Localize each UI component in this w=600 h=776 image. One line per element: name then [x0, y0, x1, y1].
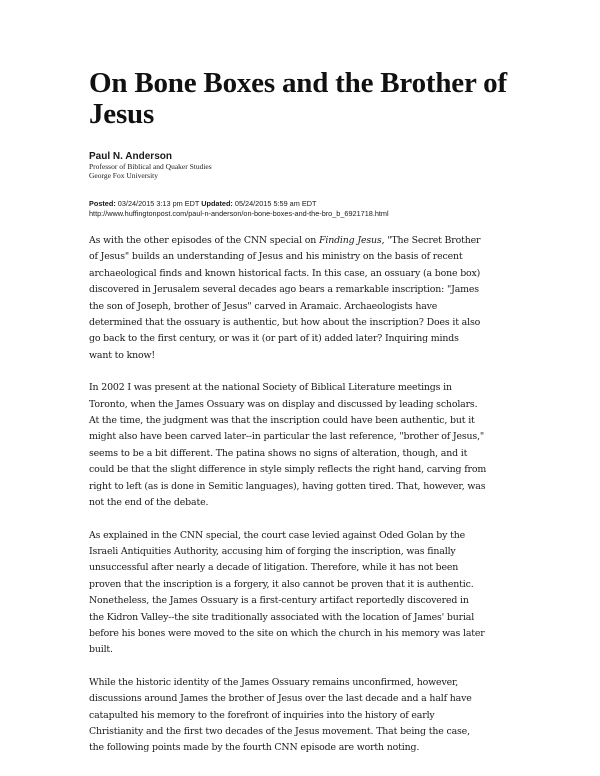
- source-url[interactable]: [89, 209, 529, 219]
- paragraph-line: determined that the ossuary is authentic, but how about the inscription? Does it also: [89, 317, 481, 329]
- text-run: As with the other episodes of the CNN special on: [89, 235, 319, 246]
- paragraph-line: Israeli Antiquities Authority, accusing him of forging the inscription, was finally: [89, 545, 456, 557]
- paragraph-line: Toronto, when the James Ossuary was on display and discussed by leading scholars.: [89, 398, 478, 410]
- author-name: Paul N. Anderson: [89, 151, 172, 162]
- paragraph-2: [89, 380, 529, 511]
- paragraph-line: discovered in Jerusalem several decades ago bears a remarkable inscription: "James: [89, 284, 479, 296]
- posted-label: Posted:: [89, 199, 116, 208]
- article-page: [89, 68, 529, 773]
- author-affiliation-title: Professor of Biblical and Quaker Studies: [89, 162, 212, 171]
- paragraph-line: proven that the inscription is a forgery, it also cannot be proven that it is authentic.: [89, 578, 474, 590]
- title-line-1: On Bone Boxes and the Brother of: [89, 67, 507, 99]
- paragraph-line: the following points made by the fourth CNN episode are worth noting.: [89, 742, 420, 754]
- paragraph-line: might also have been carved later--in particular the last reference, "brother of Jesus,": [89, 431, 485, 443]
- paragraph-line: not the end of the debate.: [89, 497, 209, 509]
- post-dates: [89, 199, 529, 209]
- paragraph-line: go back to the first century, or was it (or part of it) added later? Inquiring minds: [89, 333, 459, 345]
- author-affiliation-school: George Fox University: [89, 171, 159, 180]
- paragraph-line: seems to be a bit different. The patina shows no signs of alteration, though, and it: [89, 447, 468, 459]
- show-title: Finding Jesus: [318, 235, 382, 246]
- paragraph-3: [89, 528, 529, 659]
- paragraph-1: [89, 233, 529, 364]
- paragraph-line: the Kidron Valley--the site traditionally associated with the location of James' burial: [89, 611, 475, 623]
- paragraph-line: could be that the slight difference in style simply reflects the right hand, carving from: [89, 464, 487, 476]
- updated-label: Updated:: [201, 199, 233, 208]
- article-title: [89, 68, 529, 130]
- paragraph-line: before his bones were moved to the site on which the church in his memory was later: [89, 627, 485, 639]
- paragraph-line: catapulted his memory to the forefront of inquiries into the history of early: [89, 709, 435, 721]
- text-run: , "The Secret Brother: [381, 235, 481, 246]
- paragraph-line: Nonetheless, the James Ossuary is a first-century artifact reportedly discovered in: [89, 595, 469, 607]
- posted-date: 03/24/2015 3:13 pm EDT: [117, 199, 200, 208]
- title-line-2: Jesus: [89, 98, 155, 130]
- updated-date: 05/24/2015 5:59 am EDT: [234, 199, 317, 208]
- paragraph-line: [89, 233, 529, 249]
- paragraph-line: At the time, the judgment was that the inscription could have been authentic, but it: [89, 415, 475, 427]
- paragraph-line: archaeological finds and known historical facts. In this case, an ossuary (a bone box): [89, 267, 481, 279]
- source-url-text[interactable]: http://www.huffingtonpost.com/paul-n-anderson/on-bone-boxes-and-the-bro_b_6921718.html: [89, 208, 389, 218]
- paragraph-line: right to left (as is done in Semitic languages), having gotten tired. That, however, was: [89, 480, 486, 492]
- paragraph-line: the son of Joseph, brother of Jesus" carved in Aramaic. Archaeologists have: [89, 300, 438, 312]
- paragraph-line: built.: [89, 644, 113, 656]
- paragraph-line: Christianity and the first two decades of the Jesus movement. That being the case,: [89, 725, 470, 737]
- paragraph-line: unsuccessful after nearly a decade of litigation. Therefore, while it has not been: [89, 562, 459, 574]
- paragraph-4: [89, 675, 529, 757]
- paragraph-line: want to know!: [89, 349, 155, 361]
- paragraph-line: As explained in the CNN special, the court case levied against Oded Golan by the: [89, 529, 466, 541]
- paragraph-line: While the historic identity of the James Ossuary remains unconfirmed, however,: [89, 676, 459, 688]
- paragraph-line: discussions around James the brother of Jesus over the last decade and a half have: [89, 693, 472, 705]
- paragraph-line: In 2002 I was present at the national Society of Biblical Literature meetings in: [89, 382, 452, 394]
- article-body: [89, 233, 529, 757]
- paragraph-line: of Jesus" builds an understanding of Jesus and his ministry on the basis of recent: [89, 251, 463, 263]
